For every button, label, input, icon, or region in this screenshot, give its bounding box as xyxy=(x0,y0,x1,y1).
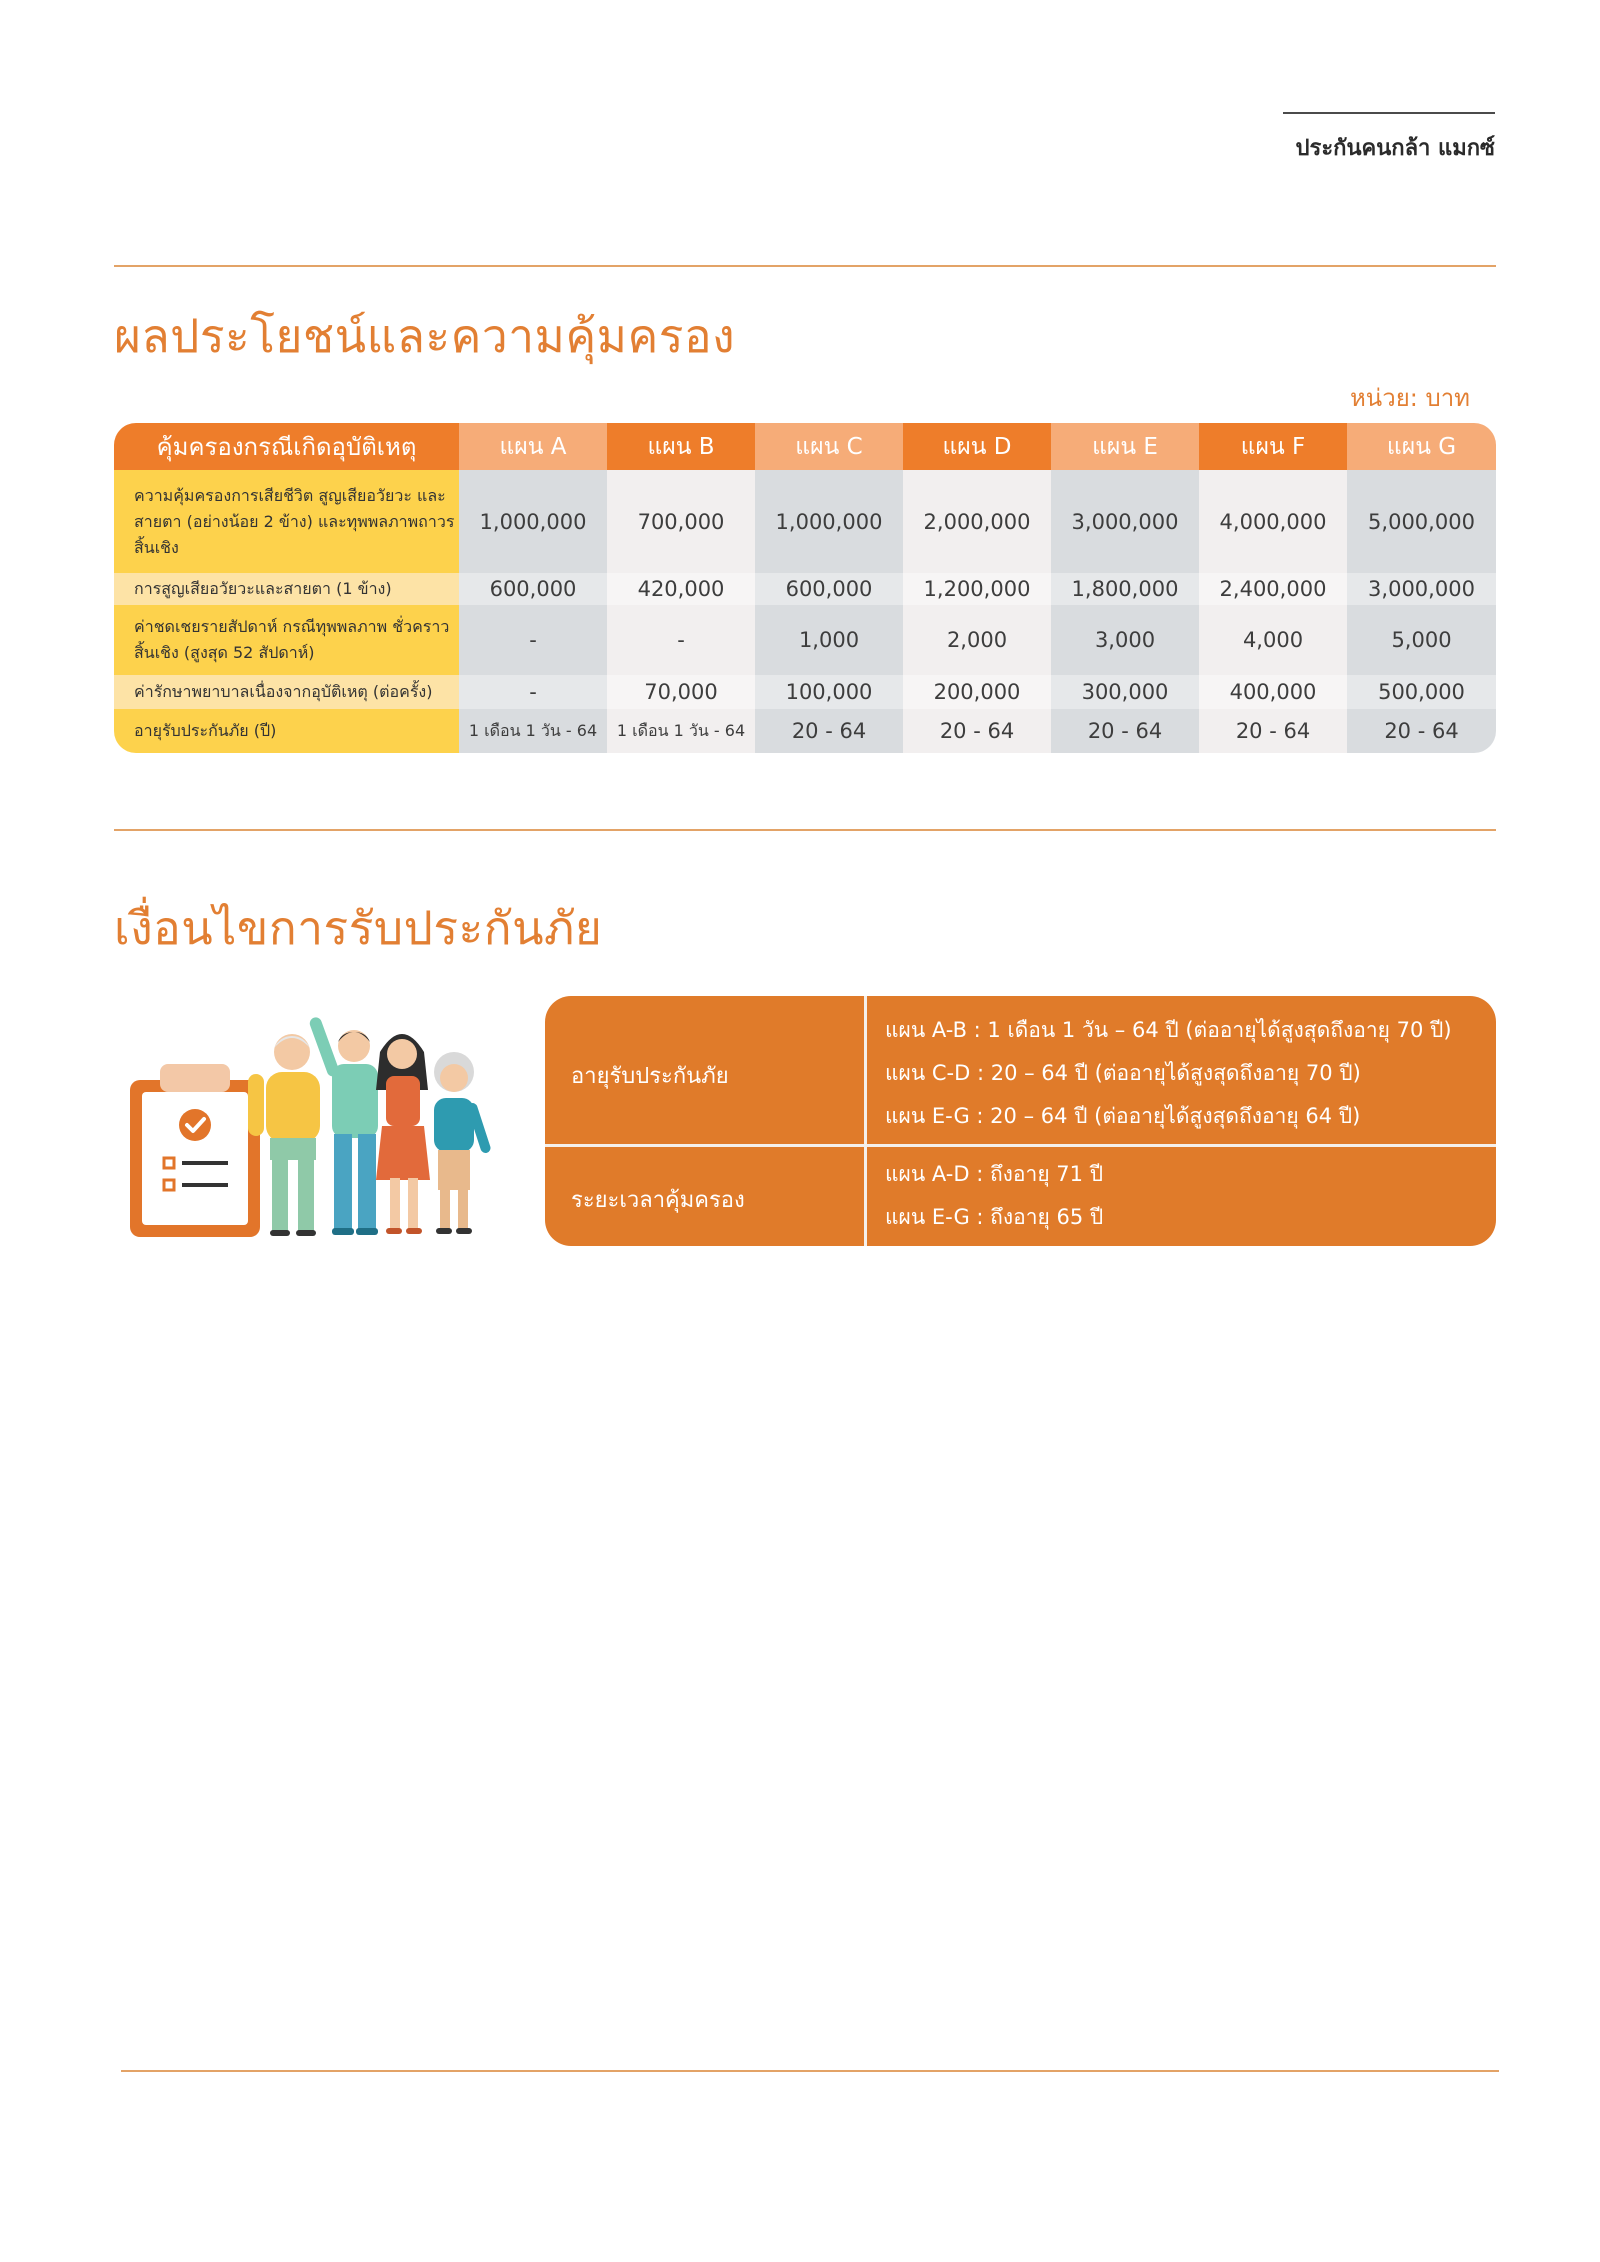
conditions-title: เงื่อนไขการรับประกันภัย xyxy=(114,901,603,955)
table-cell: - xyxy=(459,605,607,675)
conditions-horizontal-divider xyxy=(545,1144,1496,1147)
condition-line: แผน E-G : ถึงอายุ 65 ปี xyxy=(885,1205,1104,1229)
table-corner-header: คุ้มครองกรณีเกิดอุบัติเหตุ xyxy=(114,423,459,470)
plan-header: แผน F xyxy=(1199,423,1347,470)
condition-line: แผน A-D : ถึงอายุ 71 ปี xyxy=(885,1162,1104,1186)
table-cell: 3,000,000 xyxy=(1347,573,1496,605)
table-cell: 600,000 xyxy=(459,573,607,605)
family-clipboard-illustration xyxy=(128,1010,498,1240)
table-cell: 1,000,000 xyxy=(755,470,903,573)
divider-middle xyxy=(114,829,1496,831)
divider-bottom xyxy=(121,2070,1499,2072)
table-cell: 3,000 xyxy=(1051,605,1199,675)
unit-label: หน่วย: บาท xyxy=(1349,384,1470,412)
table-cell: 1,000 xyxy=(755,605,903,675)
table-cell: 70,000 xyxy=(607,675,755,709)
table-cell: 1,800,000 xyxy=(1051,573,1199,605)
table-cell: 200,000 xyxy=(903,675,1051,709)
table-cell: 4,000 xyxy=(1199,605,1347,675)
table-cell: 20 - 64 xyxy=(1199,709,1347,753)
table-cell: - xyxy=(607,605,755,675)
benefits-table xyxy=(114,423,1496,753)
plan-header: แผน A xyxy=(459,423,607,470)
row-label: ความคุ้มครองการเสียชีวิต สูญเสียอวัยวะ และสายตา (อย่างน้อย 2 ข้าง) และทุพพลภาพถาวรสิ้นเชิง xyxy=(114,470,459,573)
table-cell: 5,000,000 xyxy=(1347,470,1496,573)
table-cell: - xyxy=(459,675,607,709)
row-label: ค่ารักษาพยาบาลเนื่องจากอุบัติเหตุ (ต่อครั้ง) xyxy=(114,675,459,709)
row-label: อายุรับประกันภัย (ปี) xyxy=(114,709,459,753)
table-cell: 20 - 64 xyxy=(1051,709,1199,753)
table-cell: 4,000,000 xyxy=(1199,470,1347,573)
table-cell: 500,000 xyxy=(1347,675,1496,709)
plan-header: แผน G xyxy=(1347,423,1496,470)
brand-name: ประกันคนกล้า แมกซ์ xyxy=(1295,136,1495,161)
table-cell: 20 - 64 xyxy=(755,709,903,753)
table-cell: 5,000 xyxy=(1347,605,1496,675)
table-cell: 600,000 xyxy=(755,573,903,605)
table-cell: 20 - 64 xyxy=(903,709,1051,753)
plan-header: แผน D xyxy=(903,423,1051,470)
table-cell: 300,000 xyxy=(1051,675,1199,709)
table-cell: 1,000,000 xyxy=(459,470,607,573)
table-cell: 20 - 64 xyxy=(1347,709,1496,753)
plan-header: แผน C xyxy=(755,423,903,470)
row-label: การสูญเสียอวัยวะและสายตา (1 ข้าง) xyxy=(114,573,459,605)
table-cell: 1,200,000 xyxy=(903,573,1051,605)
table-cell: 3,000,000 xyxy=(1051,470,1199,573)
condition-label-age: อายุรับประกันภัย xyxy=(571,1064,729,1089)
benefits-title: ผลประโยชน์และความคุ้มครอง xyxy=(114,309,736,363)
condition-label-period: ระยะเวลาคุ้มครอง xyxy=(571,1188,745,1213)
table-cell: 2,400,000 xyxy=(1199,573,1347,605)
row-label: ค่าชดเชยรายสัปดาห์ กรณีทุพพลภาพ ชั่วคราวสิ้นเชิง (สูงสุด 52 สัปดาห์) xyxy=(114,605,459,675)
table-cell: 400,000 xyxy=(1199,675,1347,709)
table-cell: 100,000 xyxy=(755,675,903,709)
condition-line: แผน E-G : 20 – 64 ปี (ต่ออายุได้สูงสุดถึงอายุ 64 ปี) xyxy=(885,1104,1361,1128)
table-cell: 420,000 xyxy=(607,573,755,605)
table-cell: 2,000,000 xyxy=(903,470,1051,573)
divider-top xyxy=(114,265,1496,267)
plan-header: แผน E xyxy=(1051,423,1199,470)
check-icon xyxy=(179,1109,211,1141)
table-cell: 2,000 xyxy=(903,605,1051,675)
table-cell: 1 เดือน 1 วัน - 64 xyxy=(607,709,755,753)
plan-header: แผน B xyxy=(607,423,755,470)
table-cell: 1 เดือน 1 วัน - 64 xyxy=(459,709,607,753)
table-cell: 700,000 xyxy=(607,470,755,573)
conditions-box xyxy=(545,996,1496,1246)
conditions-vertical-divider xyxy=(864,996,867,1246)
condition-line: แผน A-B : 1 เดือน 1 วัน – 64 ปี (ต่ออายุได้สูงสุดถึงอายุ 70 ปี) xyxy=(885,1018,1452,1042)
condition-line: แผน C-D : 20 – 64 ปี (ต่ออายุได้สูงสุดถึงอายุ 70 ปี) xyxy=(885,1061,1361,1085)
brand-rule xyxy=(1283,112,1495,114)
